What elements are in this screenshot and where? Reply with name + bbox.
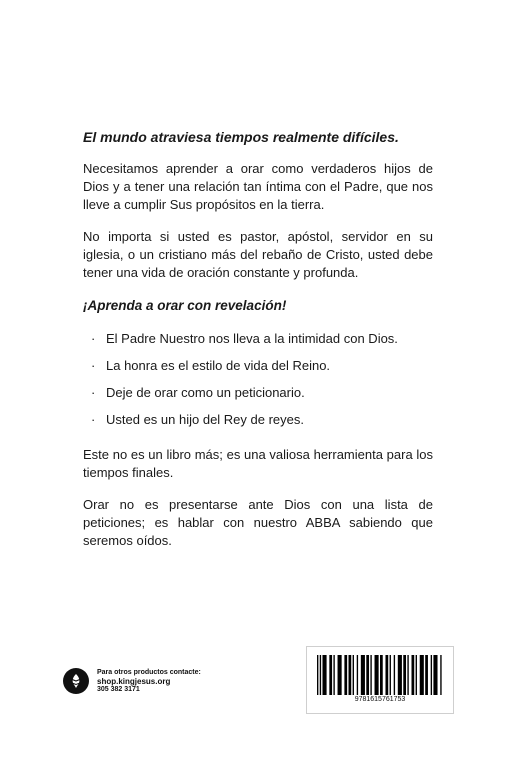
barcode-bar — [338, 655, 342, 695]
barcode-bars — [317, 655, 443, 695]
barcode-bar — [440, 655, 441, 695]
contact-info — [97, 669, 201, 694]
bullet-dot: · — [91, 412, 96, 427]
barcode-bar — [320, 655, 321, 695]
bullet-dot: · — [91, 331, 96, 346]
barcode-bar — [412, 655, 415, 695]
paragraph-4: Orar no es presentarse ante Dios con una lista de peticiones; es hablar con nuestro ABBA sabiendo que seremos oídos. — [83, 497, 433, 548]
barcode-bar — [431, 655, 432, 695]
bullet-text: Usted es un hijo del Rey de reyes. — [106, 412, 304, 427]
paragraph-1: Necesitamos aprender a orar como verdaderos hijos de Dios y a tener una relación tan íntima con el Padre, que nos lleve a cumplir Sus propósitos en la tierra. — [83, 161, 433, 212]
barcode-bar — [361, 655, 365, 695]
barcode-bar — [433, 655, 437, 695]
barcode-bar — [398, 655, 402, 695]
barcode-bar — [394, 655, 395, 695]
barcode-bar — [375, 655, 379, 695]
list-item — [83, 384, 433, 402]
phone-number: 305 382 3171 — [97, 685, 140, 693]
barcode-bar — [403, 655, 406, 695]
barcode-bar — [333, 655, 334, 695]
barcode-bar — [349, 655, 352, 695]
list-item — [83, 357, 433, 375]
isbn-number: 9781615761753 — [354, 696, 406, 703]
barcode-bar — [390, 655, 391, 695]
barcode-bar — [380, 655, 383, 695]
paragraph-2: No importa si usted es pastor, apóstol, servidor en su iglesia, o un cristiano más del rebaño de Cristo, usted debe tener una vida de oración constante y profunda. — [83, 229, 433, 280]
website-link[interactable]: shop.kingjesus.org — [97, 676, 171, 686]
bullet-text: Deje de orar como un peticionario. — [106, 385, 305, 400]
barcode-bar — [357, 655, 358, 695]
bullet-list — [83, 330, 433, 429]
barcode-bar — [425, 655, 428, 695]
barcode-bar — [420, 655, 424, 695]
bullet-text: La honra es el estilo de vida del Reino. — [106, 358, 331, 373]
back-cover-text — [83, 128, 433, 550]
headline: El mundo atraviesa tiempos realmente difíciles. — [83, 129, 399, 145]
paragraph-3: Este no es un libro más; es una valiosa herramienta para los tiempos finales. — [83, 447, 433, 480]
subheading: ¡Aprenda a orar con revelación! — [83, 298, 287, 313]
bullet-dot: · — [91, 358, 96, 373]
list-item — [83, 411, 433, 429]
barcode-bar — [353, 655, 354, 695]
ministry-logo-icon — [63, 668, 89, 694]
barcode-bar — [317, 655, 318, 695]
isbn-barcode — [306, 646, 454, 714]
barcode-bar — [344, 655, 347, 695]
barcode-bar — [322, 655, 326, 695]
barcode-bar — [407, 655, 408, 695]
list-item — [83, 330, 433, 348]
barcode-bar — [366, 655, 369, 695]
barcode-bar — [385, 655, 388, 695]
bullet-text: El Padre Nuestro nos lleva a la intimidad con Dios. — [106, 331, 398, 346]
barcode-bar — [416, 655, 417, 695]
barcode-bar — [370, 655, 371, 695]
barcode-bar — [329, 655, 332, 695]
publisher-footer — [63, 668, 201, 694]
bullet-dot: · — [91, 385, 96, 400]
contact-label: Para otros productos contacte: — [97, 668, 201, 676]
